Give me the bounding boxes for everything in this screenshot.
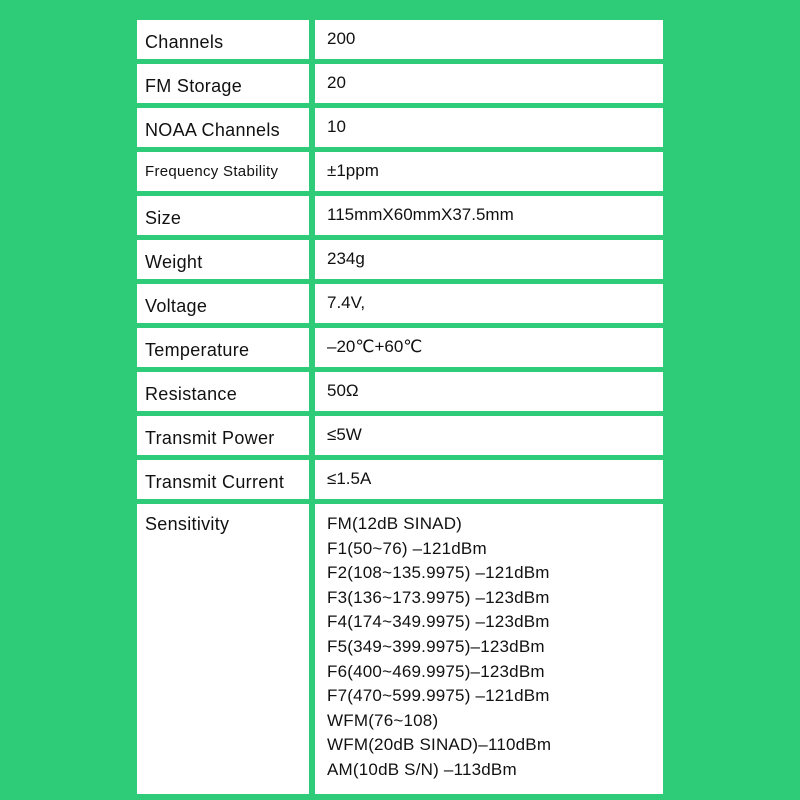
spec-value: ≤5W <box>327 424 362 444</box>
sensitivity-line: F6(400~469.9975)–123dBm <box>327 661 545 681</box>
spec-row-transmit-current <box>137 460 663 499</box>
spec-value: –20℃+60℃ <box>327 336 423 356</box>
spec-label: Transmit Power <box>145 428 275 448</box>
spec-value: ≤1.5A <box>327 468 372 488</box>
spec-row-sensitivity <box>137 504 663 794</box>
spec-value: 115mmX60mmX37.5mm <box>327 204 514 224</box>
spec-value: 10 <box>327 116 346 136</box>
spec-label: Resistance <box>145 384 238 404</box>
sensitivity-line: F4(174~349.9975) –123dBm <box>327 612 550 632</box>
spec-label: Size <box>145 208 182 228</box>
spec-value: 50Ω <box>327 380 359 400</box>
spec-row-frequency-stability <box>137 152 663 191</box>
spec-label: Channels <box>145 32 224 52</box>
spec-row-channels <box>137 20 663 59</box>
spec-value: ±1ppm <box>327 160 379 180</box>
spec-row-voltage <box>137 284 663 323</box>
sensitivity-line: AM(10dB S/N) –113dBm <box>327 759 517 779</box>
spec-row-weight <box>137 240 663 279</box>
spec-label: Frequency Stability <box>145 163 279 180</box>
spec-label: FM Storage <box>145 76 243 96</box>
spec-value: 7.4V, <box>327 292 366 312</box>
sensitivity-line: F5(349~399.9975)–123dBm <box>327 636 545 656</box>
spec-label: NOAA Channels <box>145 120 280 140</box>
sensitivity-line: F1(50~76) –121dBm <box>327 538 487 558</box>
spec-table <box>137 20 663 794</box>
spec-value: 234g <box>327 248 365 268</box>
sensitivity-line: F3(136~173.9975) –123dBm <box>327 587 550 607</box>
spec-value: 200 <box>327 28 356 48</box>
sensitivity-line: F2(108~135.9975) –121dBm <box>327 563 550 583</box>
spec-row-resistance <box>137 372 663 411</box>
spec-label: Sensitivity <box>145 514 230 534</box>
spec-row-noaa-channels <box>137 108 663 147</box>
spec-label: Temperature <box>145 340 250 360</box>
sensitivity-values <box>315 504 663 794</box>
spec-label: Weight <box>145 252 203 272</box>
sensitivity-line: F7(470~599.9975) –121dBm <box>327 686 550 706</box>
spec-row-fm-storage <box>137 64 663 103</box>
sensitivity-line: WFM(20dB SINAD)–110dBm <box>327 735 552 755</box>
sensitivity-line: FM(12dB SINAD) <box>327 514 463 533</box>
spec-row-temperature <box>137 328 663 367</box>
spec-value: 20 <box>327 72 346 92</box>
spec-label: Voltage <box>145 296 208 316</box>
spec-row-size <box>137 196 663 235</box>
spec-row-transmit-power <box>137 416 663 455</box>
spec-label: Transmit Current <box>145 472 285 492</box>
sensitivity-line: WFM(76~108) <box>327 710 439 730</box>
